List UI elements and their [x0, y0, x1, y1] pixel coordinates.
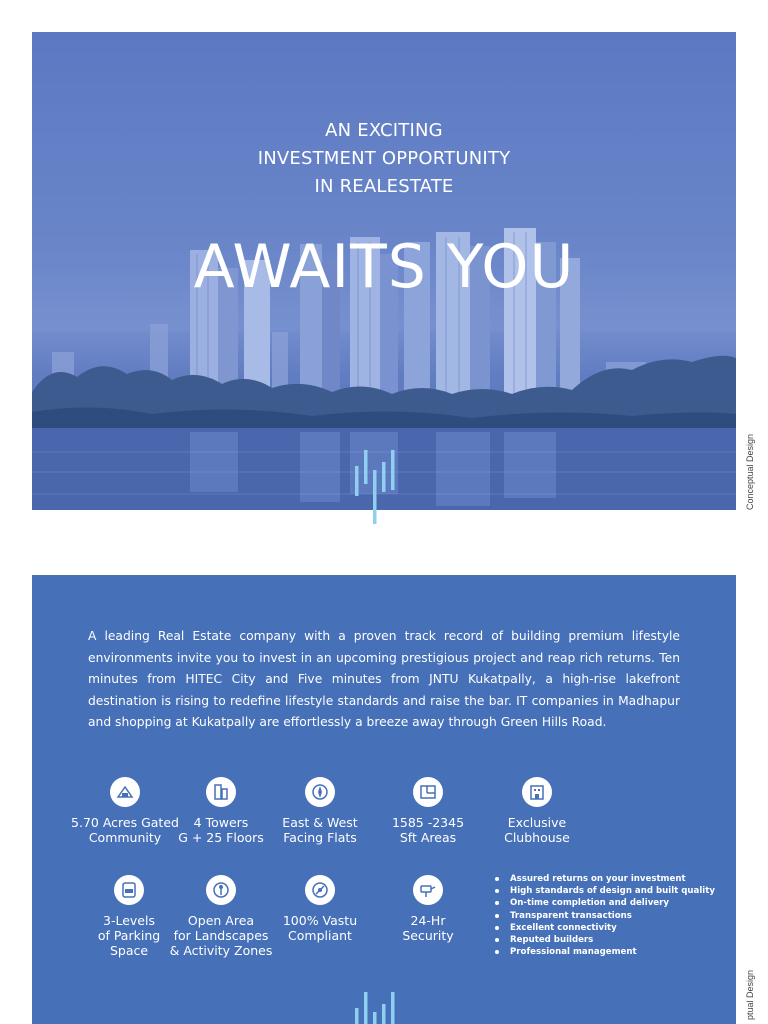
- feature-areas: 1585 -2345 Sft Areas: [363, 777, 493, 845]
- hero-headline: AWAITS YOU: [193, 232, 575, 302]
- list-item: On-time completion and delivery: [494, 897, 715, 909]
- benefits-list: [494, 873, 715, 958]
- feature-vastu: 100% Vastu Compliant: [255, 875, 385, 943]
- acres-icon: [110, 777, 140, 807]
- feature-parking: 3-Levels of Parking Space: [64, 875, 194, 958]
- side-label: Conceptual Design: [745, 433, 755, 510]
- feature-open-area: Open Area for Landscapes & Activity Zones: [156, 875, 286, 958]
- hero-line-2: INVESTMENT OPPORTUNITY: [257, 148, 511, 169]
- list-item: Transparent transactions: [494, 910, 715, 922]
- hero-line-3: IN REALESTATE: [314, 176, 454, 197]
- security-icon: [413, 875, 443, 905]
- list-item: High standards of design and built quality: [494, 885, 715, 897]
- feature-acres: 5.70 Acres Gated Community: [60, 777, 190, 845]
- clubhouse-icon: [522, 777, 552, 807]
- feature-towers: 4 Towers G + 25 Floors: [156, 777, 286, 845]
- list-item: Assured returns on your investment: [494, 873, 715, 885]
- list-item: Reputed builders: [494, 934, 715, 946]
- side-label-bottom: ptual Design: [745, 969, 755, 1020]
- feature-security: 24-Hr Security: [363, 875, 493, 943]
- towers-icon: [206, 777, 236, 807]
- intro-paragraph: A leading Real Estate company with a proven track record of building premium lifestyle environments invite you to invest in an upcoming prestigious project and reap rich returns. Ten minutes from HITEC City and Five minutes from JNTU Kukatpally, a high-rise lakefront destination is rising to redefine lifestyle standards and raise the bar. IT companies in Madhapur and shopping at Kukatpally are effortlessly a breeze away through Green Hills Road.: [88, 629, 680, 729]
- list-item: Excellent connectivity: [494, 922, 715, 934]
- brand-logo-icon: [355, 448, 395, 526]
- open-area-icon: [206, 875, 236, 905]
- brand-logo-bottom-icon: [355, 990, 395, 1024]
- hero-image: [32, 32, 736, 510]
- floor-plan-icon: [413, 777, 443, 807]
- parking-icon: [114, 875, 144, 905]
- info-panel: [32, 575, 736, 1024]
- feature-clubhouse: Exclusive Clubhouse: [472, 777, 602, 845]
- compass-icon: [305, 777, 335, 807]
- hero-line-1: AN EXCITING: [325, 120, 443, 141]
- list-item: Professional management: [494, 946, 715, 958]
- vastu-icon: [305, 875, 335, 905]
- feature-facing: East & West Facing Flats: [255, 777, 385, 845]
